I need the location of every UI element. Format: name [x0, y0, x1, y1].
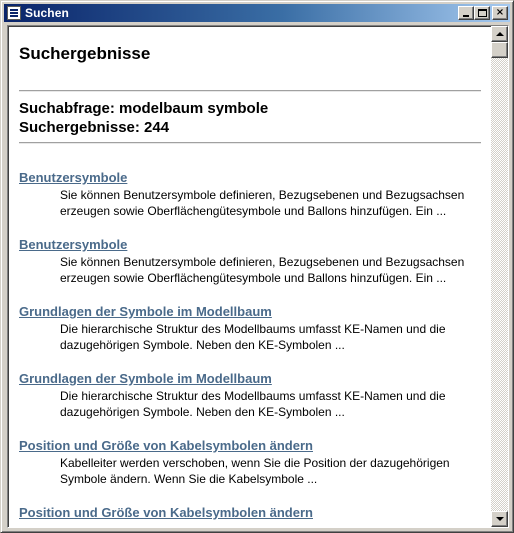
- arrow-down-icon: [496, 517, 504, 521]
- query-summary: [19, 99, 481, 137]
- results-list: [19, 169, 481, 522]
- scroll-up-button[interactable]: [491, 26, 508, 42]
- result-snippet: Sie können Benutzersymbole definieren, Bezugsebenen und Bezugsachsen erzeugen sowie Oberflächengütesymbole und Ballons hinzufügen. Ein ...: [60, 188, 465, 218]
- minimize-button[interactable]: [458, 6, 474, 20]
- scroll-thumb[interactable]: [491, 42, 508, 58]
- result-link[interactable]: Benutzersymbole: [19, 170, 128, 185]
- divider: [19, 90, 481, 92]
- result-link[interactable]: Position und Größe von Kabelsymbolen ändern: [19, 438, 313, 453]
- result-snippet: Die hierarchische Struktur des Modellbaums umfasst KE-Namen und die dazugehörigen Symbole. Neben den KE-Symbolen ...: [60, 322, 446, 352]
- title-bar[interactable]: [4, 4, 510, 22]
- result-link[interactable]: Grundlagen der Symbole im Modellbaum: [19, 371, 272, 386]
- list-item: [19, 236, 481, 286]
- close-button[interactable]: [492, 6, 508, 20]
- maximize-icon: [478, 9, 487, 17]
- result-link[interactable]: Benutzersymbole: [19, 237, 128, 252]
- list-item: [19, 370, 481, 420]
- list-item: [19, 169, 481, 219]
- list-item: [19, 437, 481, 487]
- arrow-up-icon: [496, 32, 504, 36]
- result-link[interactable]: Position und Größe von Kabelsymbolen ändern: [19, 505, 313, 520]
- list-item: [19, 504, 481, 522]
- close-icon: ×: [495, 7, 505, 18]
- query-label: Suchabfrage: modelbaum symbole: [19, 100, 269, 117]
- scroll-down-button[interactable]: [491, 511, 508, 527]
- window-title: Suchen: [25, 6, 69, 20]
- maximize-button[interactable]: [474, 6, 490, 20]
- result-snippet: Sie können Benutzersymbole definieren, Bezugsebenen und Bezugsachsen erzeugen sowie Oberflächengütesymbole und Ballons hinzufügen. Ein ...: [60, 255, 465, 285]
- list-item: [19, 303, 481, 353]
- vertical-scrollbar[interactable]: [491, 26, 508, 527]
- result-count: Suchergebnisse: 244: [19, 119, 170, 136]
- result-link[interactable]: Grundlagen der Symbole im Modellbaum: [19, 304, 272, 319]
- content-pane: [7, 25, 509, 528]
- divider: [19, 142, 481, 144]
- result-snippet: Kabelleiter werden verschoben, wenn Sie die Position der dazugehörigen Symbole ändern. Wenn Sie die Kabelsymbole ...: [60, 456, 450, 486]
- help-window-icon[interactable]: [7, 6, 21, 20]
- result-snippet: Die hierarchische Struktur des Modellbaums umfasst KE-Namen und die dazugehörigen Symbole. Neben den KE-Symbolen ...: [60, 389, 446, 419]
- window-controls: [458, 6, 508, 20]
- page-title: Suchergebnisse: [19, 44, 151, 63]
- results-page: [8, 26, 491, 527]
- minimize-icon: [463, 15, 469, 17]
